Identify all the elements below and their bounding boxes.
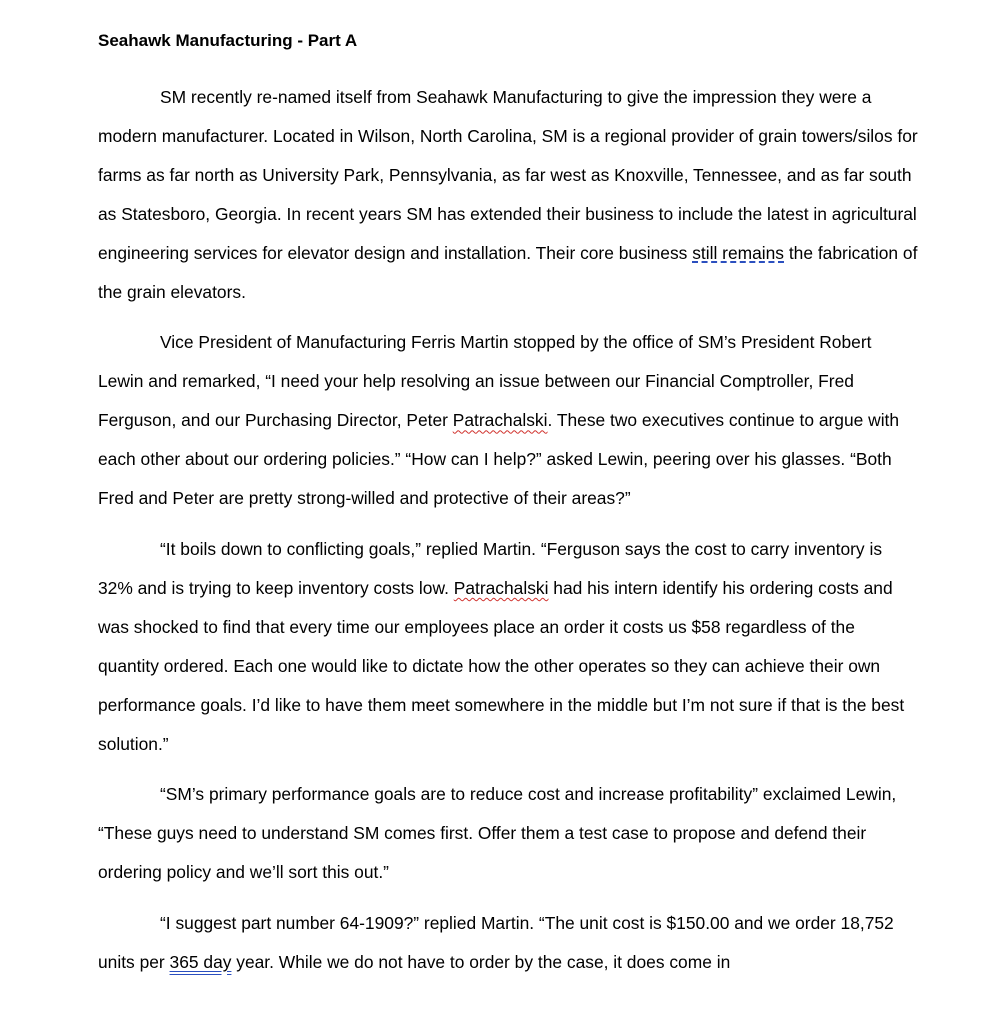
document-title: Seahawk Manufacturing - Part A <box>98 31 358 50</box>
text-segment: “It boils down to conflicting goals,” replied Martin. “Ferguson says the cost to carry inventory is 32% and is trying to keep inventory costs low. <box>98 538 883 598</box>
paragraph-5 <box>98 904 918 982</box>
grammar-flag[interactable]: 365 day <box>169 952 232 973</box>
paragraph-3 <box>98 530 918 763</box>
spelling-flag[interactable]: Patrachalski <box>452 410 548 431</box>
document-page <box>98 30 918 994</box>
paragraph-4 <box>98 775 918 892</box>
paragraph-1 <box>98 78 918 311</box>
spelling-flag[interactable]: Patrachalski <box>453 577 549 598</box>
text-segment: had his intern identify his ordering costs and was shocked to find that every time our employees place an order it costs us $58 regardless of the quantity ordered. Each one would like to dictate how the other operates so they can achieve their own performance goals. I’d like to have them meet somewhere in the middle but I’m not sure if that is the best solution.” <box>98 577 905 754</box>
paragraph-2 <box>98 323 918 518</box>
text-segment: “SM’s primary performance goals are to reduce cost and increase profitability” exclaimed Lewin, “These guys need to understand SM comes first. Offer them a test case to propose and defend their ordering policy and we’ll sort this out.” <box>98 784 897 883</box>
text-segment: the fabrication of the grain elevators. <box>98 242 918 302</box>
text-segment: Vice President of Manufacturing Ferris Martin stopped by the office of SM’s President Robert Lewin and remarked, “I need your help resolving an issue between our Financial Comptroller, Fred Ferguson, and our Purchasing Director, Peter <box>98 332 872 431</box>
text-segment: . These two executives continue to argue with each other about our ordering policies.” “How can I help?” asked Lewin, peering over his glasses. “Both Fred and Peter are pretty strong-willed and protective of their areas?” <box>98 410 900 509</box>
grammar-flag[interactable]: still remains <box>692 242 785 263</box>
text-segment: SM recently re-named itself from Seahawk Manufacturing to give the impression they were a modern manufacturer. Located in Wilson, North Carolina, SM is a regional provider of grain towers/silos for farms as far north as University Park, Pennsylvania, as far west as Knoxville, Tennessee, and as far south as Statesboro, Georgia. In recent years SM has extended their business to include the latest in agricultural engineering services for elevator design and installation. Their core business <box>98 87 918 263</box>
text-segment: year. While we do not have to order by the case, it does come in <box>231 952 731 973</box>
text-segment: “I suggest part number 64-1909?” replied Martin. “The unit cost is $150.00 and we order 18,752 units per <box>98 913 894 973</box>
